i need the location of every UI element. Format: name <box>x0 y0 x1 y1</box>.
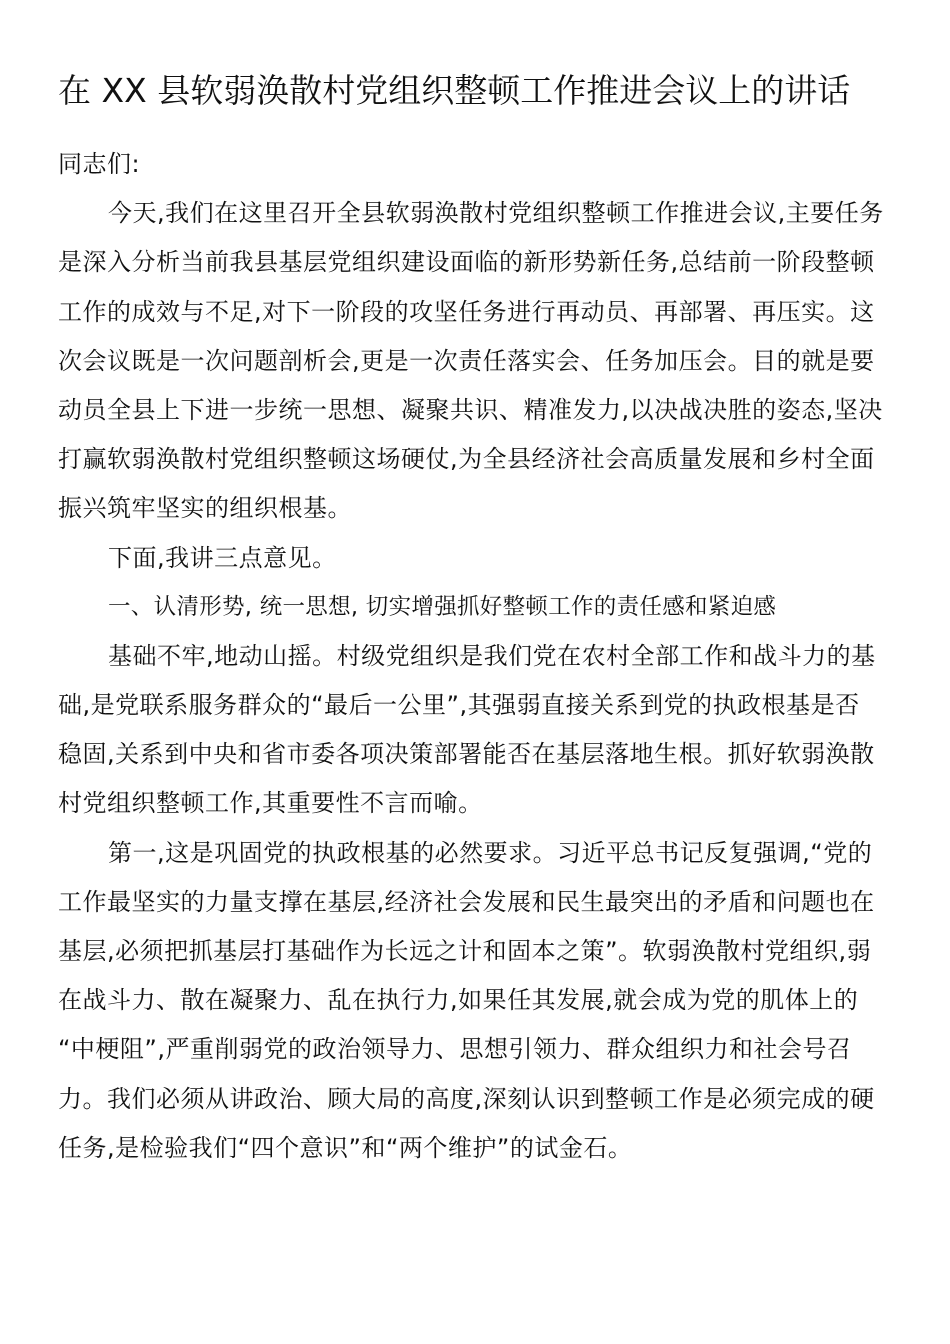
paragraph-line: 工作的成效与不足,对下一阶段的攻坚任务进行再动员、再部署、再压实。这 <box>58 297 875 326</box>
paragraph-line: 打赢软弱涣散村党组织整顿这场硬仗,为全县经济社会高质量发展和乡村全面 <box>58 445 875 474</box>
paragraph-line: 基础不牢,地动山摇。村级党组织是我们党在农村全部工作和战斗力的基 <box>108 641 876 670</box>
paragraph-line: 力。我们必须从讲政治、顾大局的高度,深刻认识到整顿工作是必须完成的硬 <box>58 1084 875 1113</box>
paragraph-line: 是深入分析当前我县基层党组织建设面临的新形势新任务,总结前一阶段整顿 <box>58 248 875 277</box>
paragraph-line: 任务,是检验我们“四个意识”和“两个维护”的试金石。 <box>58 1133 633 1162</box>
paragraph-line: 下面,我讲三点意见。 <box>108 543 337 572</box>
paragraph-line: 第一,这是巩固党的执政根基的必然要求。习近平总书记反复强调,“党的 <box>108 838 873 867</box>
paragraph-line: 振兴筑牢坚实的组织根基。 <box>58 494 352 523</box>
paragraph-line: “中梗阻”,严重削弱党的政治领导力、思想引领力、群众组织力和社会号召 <box>58 1035 852 1064</box>
paragraph-line: 次会议既是一次问题剖析会,更是一次责任落实会、任务加压会。目的就是要 <box>58 346 875 375</box>
paragraph-line: 稳固,关系到中央和省市委各项决策部署能否在基层落地生根。抓好软弱涣散 <box>58 740 875 769</box>
document-body <box>58 140 898 1173</box>
paragraph-line: 今天,我们在这里召开全县软弱涣散村党组织整顿工作推进会议,主要任务 <box>108 199 884 228</box>
paragraph-line: 工作最坚实的力量支撑在基层,经济社会发展和民生最突出的矛盾和问题也在 <box>58 887 875 916</box>
paragraph-line: 础,是党联系服务群众的“最后一公里”,其强弱直接关系到党的执政根基是否 <box>58 691 860 720</box>
section-heading: 一、认清形势, 统一思想, 切实增强抓好整顿工作的责任感和紧迫感 <box>108 593 777 620</box>
paragraph-line: 基层,必须把抓基层打基础作为长远之计和固本之策”。软弱涣散村党组织,弱 <box>58 937 872 965</box>
paragraph-line: 动员全县上下进一步统一思想、凝聚共识、精准发力,以决战决胜的姿态,坚决 <box>58 395 883 424</box>
salutation: 同志们: <box>58 150 141 178</box>
paragraph-line: 村党组织整顿工作,其重要性不言而喻。 <box>58 789 483 818</box>
document-title: 在 XX 县软弱涣散村党组织整顿工作推进会议上的讲话 <box>58 71 851 110</box>
paragraph-line: 在战斗力、散在凝聚力、乱在执行力,如果任其发展,就会成为党的肌体上的 <box>58 986 859 1015</box>
